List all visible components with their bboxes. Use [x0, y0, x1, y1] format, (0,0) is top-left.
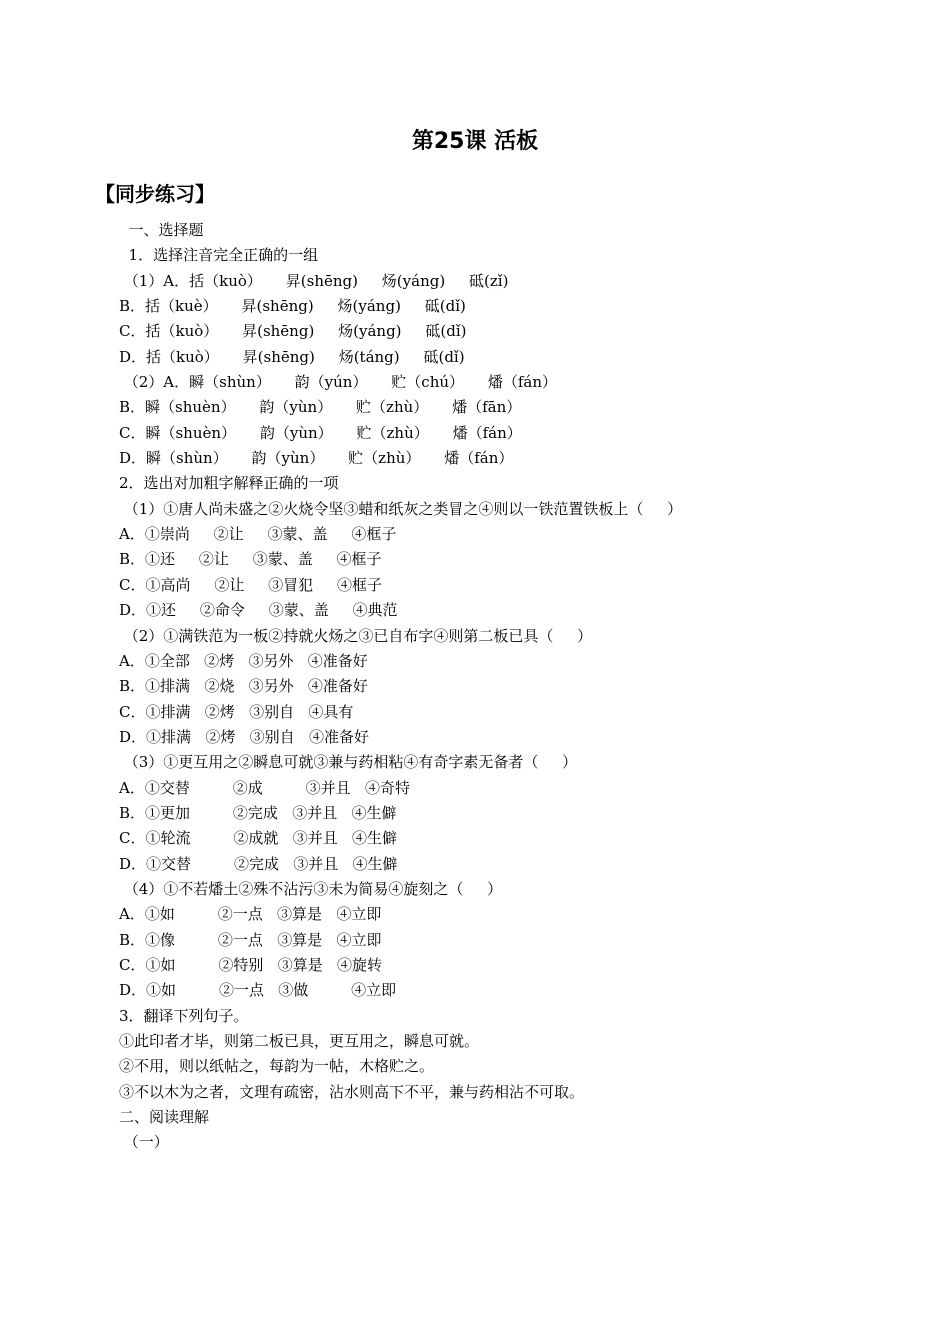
text-line: C．括（kuò） 昇(shēng) 炀(yáng) 砥(dǐ) — [119, 322, 467, 341]
text-line: D．①排满 ②烤 ③别自 ④准备好 — [119, 727, 369, 746]
text-line: （3）①更互用之②瞬息可就③兼与药相粘④有奇字素无备者（ ） — [119, 753, 578, 772]
text-line: B．①排满 ②烧 ③另外 ④准备好 — [119, 677, 368, 696]
text-line: ③不以木为之者，文理有疏密，沾水则高下不平，兼与药相沾不可取。 — [119, 1082, 585, 1101]
text-line: ②不用，则以纸帖之，每韵为一帖，木格贮之。 — [119, 1057, 435, 1076]
text-line: B．①还 ②让 ③蒙、盖 ④框子 — [119, 550, 382, 569]
text-line: A．①全部 ②烤 ③另外 ④准备好 — [119, 651, 368, 670]
text-line: 二、阅读理解 — [119, 1108, 210, 1127]
text-line: A．①如 ②一点 ③算是 ④立即 — [119, 905, 382, 924]
text-line: 1．选择注音完全正确的一组 — [119, 246, 319, 265]
text-line: A．①交替 ②成 ③并且 ④奇特 — [119, 778, 410, 797]
text-line: 3．翻译下列句子。 — [119, 1006, 249, 1025]
text-line: C．瞬（shuèn） 韵（yùn） 贮（zhù） 燔（fán） — [119, 423, 522, 442]
text-line: 一、选择题 — [119, 221, 204, 239]
text-line: B．括（kuè） 昇(shēng) 炀(yáng) 砥(dǐ) — [119, 297, 466, 316]
text-line: D．①如 ②一点 ③做 ④立即 — [119, 981, 397, 1000]
exercise-body — [119, 218, 899, 1156]
text-line: （2）A．瞬（shùn） 韵（yún） 贮（chú） 燔（fán） — [119, 373, 558, 392]
text-line: （1）①唐人尚未盛之②火烧令坚③蜡和纸灰之类冒之④则以一铁范置铁板上（ ） — [119, 499, 683, 518]
text-line: ①此印者才毕，则第二板已具，更互用之，瞬息可就。 — [119, 1032, 480, 1050]
text-line: （1）A．括（kuò） 昇(shēng) 炀(yáng) 砥(zǐ) — [119, 271, 509, 290]
text-line: A．①崇尚 ②让 ③蒙、盖 ④框子 — [119, 525, 397, 544]
text-line: （2）①满铁范为一板②持就火炀之③已自布字④则第二板已具（ ） — [119, 626, 593, 645]
text-line: D．①还 ②命令 ③蒙、盖 ④典范 — [119, 601, 398, 620]
text-line: C．①如 ②特别 ③算是 ④旋转 — [119, 955, 382, 974]
text-line: C．①高尚 ②让 ③冒犯 ④框子 — [119, 575, 382, 594]
section-heading: 【同步练习】 — [95, 182, 215, 206]
text-line: 2．选出对加粗字解释正确的一项 — [119, 474, 339, 493]
text-line: D．①交替 ②完成 ③并且 ④生僻 — [119, 854, 398, 873]
text-line: （一） — [119, 1133, 169, 1152]
text-line: C．①排满 ②烤 ③别自 ④具有 — [119, 702, 354, 721]
text-line: C．①轮流 ②成就 ③并且 ④生僻 — [119, 829, 397, 848]
page-title: 第25课 活板 — [411, 129, 539, 154]
text-line: B．①像 ②一点 ③算是 ④立即 — [119, 930, 382, 949]
text-line: D．瞬（shùn） 韵（yùn） 贮（zhù） 燔（fán） — [119, 449, 514, 468]
text-line: （4）①不若燔土②殊不沾污③未为简易④旋刻之（ ） — [119, 879, 503, 898]
text-line: B．瞬（shuèn） 韵（yùn） 贮（zhù） 燔（fān） — [119, 398, 522, 417]
text-line: B．①更加 ②完成 ③并且 ④生僻 — [119, 803, 397, 822]
text-line: D．括（kuò） 昇(shēng) 炀(táng) 砥(dǐ) — [119, 347, 465, 366]
